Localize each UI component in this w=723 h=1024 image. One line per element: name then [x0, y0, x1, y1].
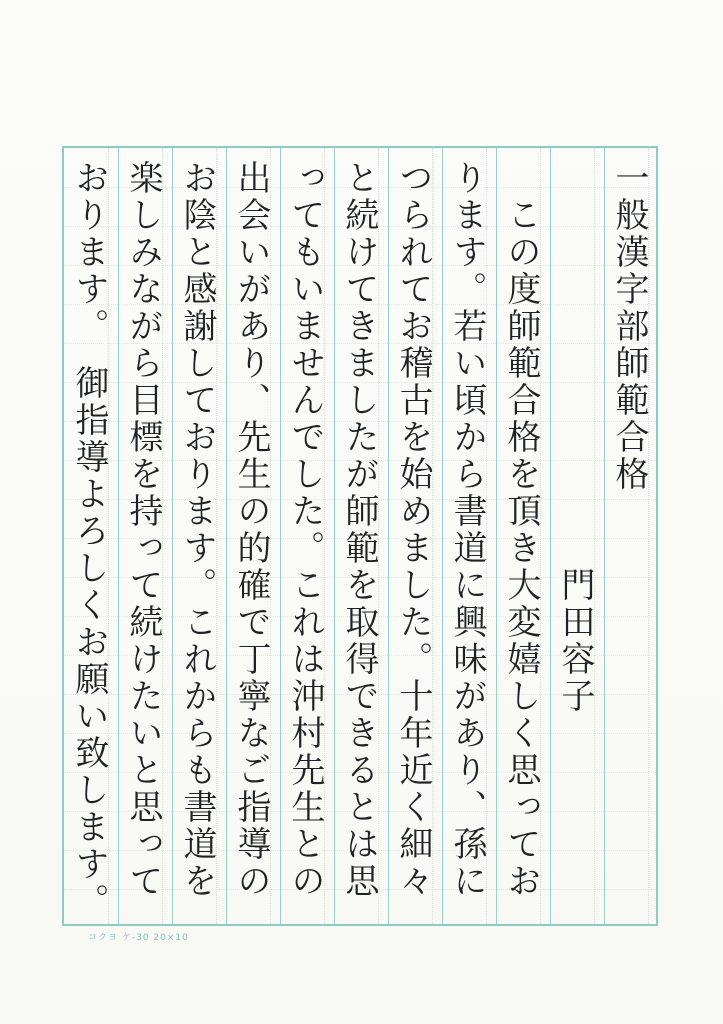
body-column-4: と続けてきましたが師範を取得できるとは思: [339, 160, 379, 900]
body-column-8: 楽しみながら目標を持って続けたいと思って: [123, 160, 163, 900]
body-column-3: つられてお稽古を始めました。十年近く細々: [393, 160, 433, 900]
genko-grid: [62, 146, 658, 926]
body-column-6: 出会いがあり、先生の的確で丁寧なご指導の: [231, 160, 271, 900]
body-column-2: ります。若い頃から書道に興味があり、孫に: [447, 160, 487, 900]
body-column-9: おります。 御指導よろしくお願い致します。: [69, 160, 109, 920]
author-column: 門田容子: [555, 160, 595, 715]
body-column-7: お陰と感謝しております。これからも書道を: [177, 160, 217, 900]
title-column: 一般漢字部師範合格: [609, 160, 649, 493]
paper-product-code: コクヨ ケ-30 20×10: [88, 933, 189, 943]
body-column-5: ってもいませんでした。これは沖村先生との: [285, 160, 325, 900]
body-column-1: この度師範合格を頂き大変嬉しく思ってお: [501, 160, 541, 900]
